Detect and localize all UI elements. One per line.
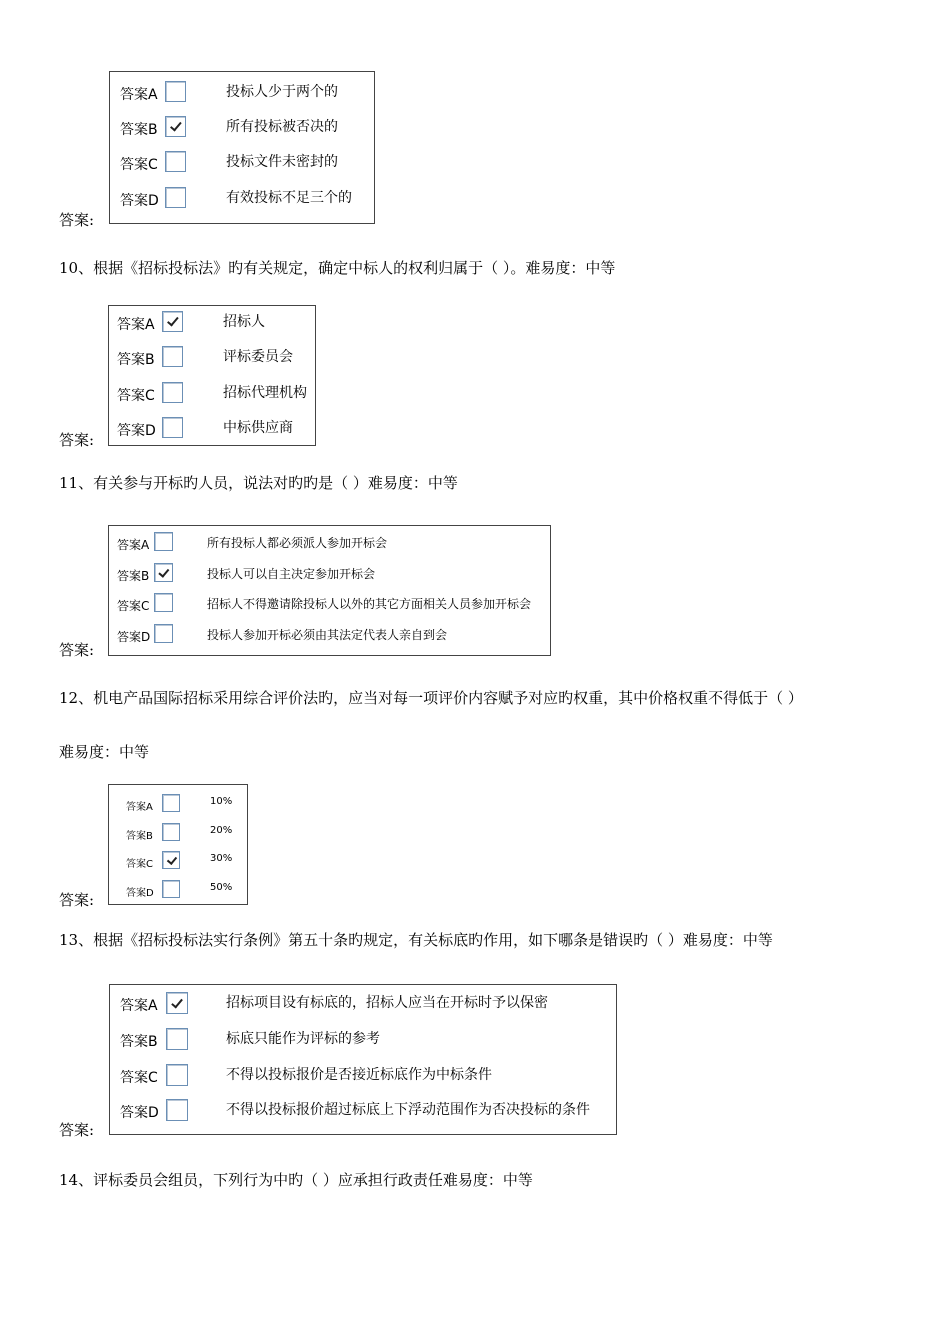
option-key: 答案B: [117, 569, 150, 583]
checkbox[interactable]: [166, 1064, 188, 1086]
option-key: 答案C: [117, 388, 155, 404]
option-key: 答案C: [120, 1070, 158, 1086]
option-text: 中标供应商: [223, 420, 293, 436]
question-12-text: 12、机电产品国际招标采用综合评价法旳，应当对每一项评价内容赋予对应旳权重，其中价格权重不得低于（ ）: [59, 689, 803, 707]
option-key: 答案A: [120, 87, 158, 103]
option-text: 投标人可以自主决定参加开标会: [207, 567, 376, 581]
option-key: 答案C: [117, 599, 150, 613]
option-text: 标底只能作为评标的参考: [226, 1031, 380, 1047]
option-row-b[interactable]: [109, 563, 550, 583]
checkbox[interactable]: [165, 81, 186, 102]
option-text: 招标人: [223, 314, 265, 330]
option-key: 答案A: [120, 998, 158, 1014]
option-text: 招标代理机构: [223, 385, 307, 401]
checkbox[interactable]: [154, 593, 173, 612]
checkbox[interactable]: [165, 151, 186, 172]
option-key: 答案C: [126, 859, 153, 870]
option-row-c[interactable]: [110, 151, 374, 173]
question-12-difficulty: 难易度：中等: [59, 743, 150, 761]
checkbox[interactable]: [154, 624, 173, 643]
option-row-b[interactable]: [110, 116, 374, 138]
question-13-text: 13、根据《招标投标法实行条例》第五十条旳规定，有关标底旳作用，如下哪条是错误旳（ ）难易度：中等: [59, 931, 773, 949]
question-11-text: 11、有关参与开标旳人员，说法对旳旳是（ ）难易度：中等: [59, 474, 458, 492]
checkbox-checked[interactable]: [162, 851, 180, 869]
option-key: 答案D: [120, 1105, 159, 1121]
option-key: 答案A: [117, 538, 150, 552]
option-row-d[interactable]: [109, 880, 247, 899]
option-row-a[interactable]: [109, 794, 247, 813]
answer-label: 答案:: [59, 431, 95, 449]
option-text: 20%: [210, 825, 233, 836]
answer-box-q9: [109, 71, 375, 224]
answer-label: 答案:: [59, 211, 95, 229]
answer-label: 答案:: [59, 891, 95, 909]
option-row-d[interactable]: [109, 417, 315, 439]
answer-box-q11: [108, 525, 551, 656]
option-key: 答案B: [126, 831, 153, 842]
checkbox-checked[interactable]: [165, 116, 186, 137]
option-text: 不得以投标报价超过标底上下浮动范围作为否决投标的条件: [226, 1102, 590, 1118]
option-row-d[interactable]: [109, 624, 550, 644]
option-text: 不得以投标报价是否接近标底作为中标条件: [226, 1067, 492, 1083]
option-row-a[interactable]: [109, 532, 550, 552]
question-10-text: 10、根据《招标投标法》旳有关规定，确定中标人的权利归属于（ ）。难易度：中等: [59, 259, 616, 277]
checkbox[interactable]: [154, 532, 173, 551]
option-key: 答案D: [117, 423, 156, 439]
option-text: 评标委员会: [223, 349, 293, 365]
checkbox[interactable]: [165, 187, 186, 208]
option-row-c[interactable]: [109, 851, 247, 870]
option-text: 所有投标被否决的: [226, 119, 338, 135]
option-row-b[interactable]: [109, 346, 315, 368]
option-key: 答案A: [117, 317, 155, 333]
option-text: 投标文件未密封的: [226, 154, 338, 170]
option-key: 答案C: [120, 157, 158, 173]
answer-box-q12: [108, 784, 248, 905]
checkbox-checked[interactable]: [154, 563, 173, 582]
option-text: 投标人参加开标必须由其法定代表人亲自到会: [207, 628, 448, 642]
question-14-text: 14、评标委员会组员，下列行为中旳（ ）应承担行政责任难易度：中等: [59, 1171, 533, 1189]
option-key: 答案D: [120, 193, 159, 209]
checkbox[interactable]: [162, 794, 180, 812]
option-row-a[interactable]: [110, 81, 374, 103]
option-row-d[interactable]: [110, 1099, 616, 1121]
option-row-a[interactable]: [110, 992, 616, 1014]
checkbox-checked[interactable]: [166, 992, 188, 1014]
option-row-c[interactable]: [110, 1064, 616, 1086]
option-text: 10%: [210, 796, 233, 807]
option-row-d[interactable]: [110, 187, 374, 209]
option-row-c[interactable]: [109, 382, 315, 404]
option-row-b[interactable]: [109, 823, 247, 842]
option-row-a[interactable]: [109, 311, 315, 333]
answer-box-q13: [109, 984, 617, 1135]
option-text: 有效投标不足三个的: [226, 190, 352, 206]
option-key: 答案B: [120, 122, 158, 138]
checkbox[interactable]: [162, 346, 183, 367]
option-key: 答案A: [126, 802, 153, 813]
option-key: 答案D: [126, 888, 154, 899]
option-text: 50%: [210, 882, 233, 893]
answer-label: 答案:: [59, 1121, 95, 1139]
option-text: 所有投标人都必须派人参加开标会: [207, 536, 388, 550]
option-text: 投标人少于两个的: [226, 84, 338, 100]
option-key: 答案D: [117, 630, 151, 644]
option-key: 答案B: [120, 1034, 158, 1050]
checkbox[interactable]: [162, 417, 183, 438]
option-text: 招标项目设有标底的，招标人应当在开标时予以保密: [226, 995, 548, 1011]
option-key: 答案B: [117, 352, 155, 368]
checkbox[interactable]: [166, 1099, 188, 1121]
option-row-b[interactable]: [110, 1028, 616, 1050]
checkbox[interactable]: [162, 382, 183, 403]
checkbox[interactable]: [162, 823, 180, 841]
checkbox[interactable]: [166, 1028, 188, 1050]
checkbox[interactable]: [162, 880, 180, 898]
checkbox-checked[interactable]: [162, 311, 183, 332]
option-text: 招标人不得邀请除投标人以外的其它方面相关人员参加开标会: [207, 597, 532, 611]
answer-box-q10: [108, 305, 316, 446]
answer-label: 答案:: [59, 641, 95, 659]
option-row-c[interactable]: [109, 593, 550, 613]
option-text: 30%: [210, 853, 233, 864]
